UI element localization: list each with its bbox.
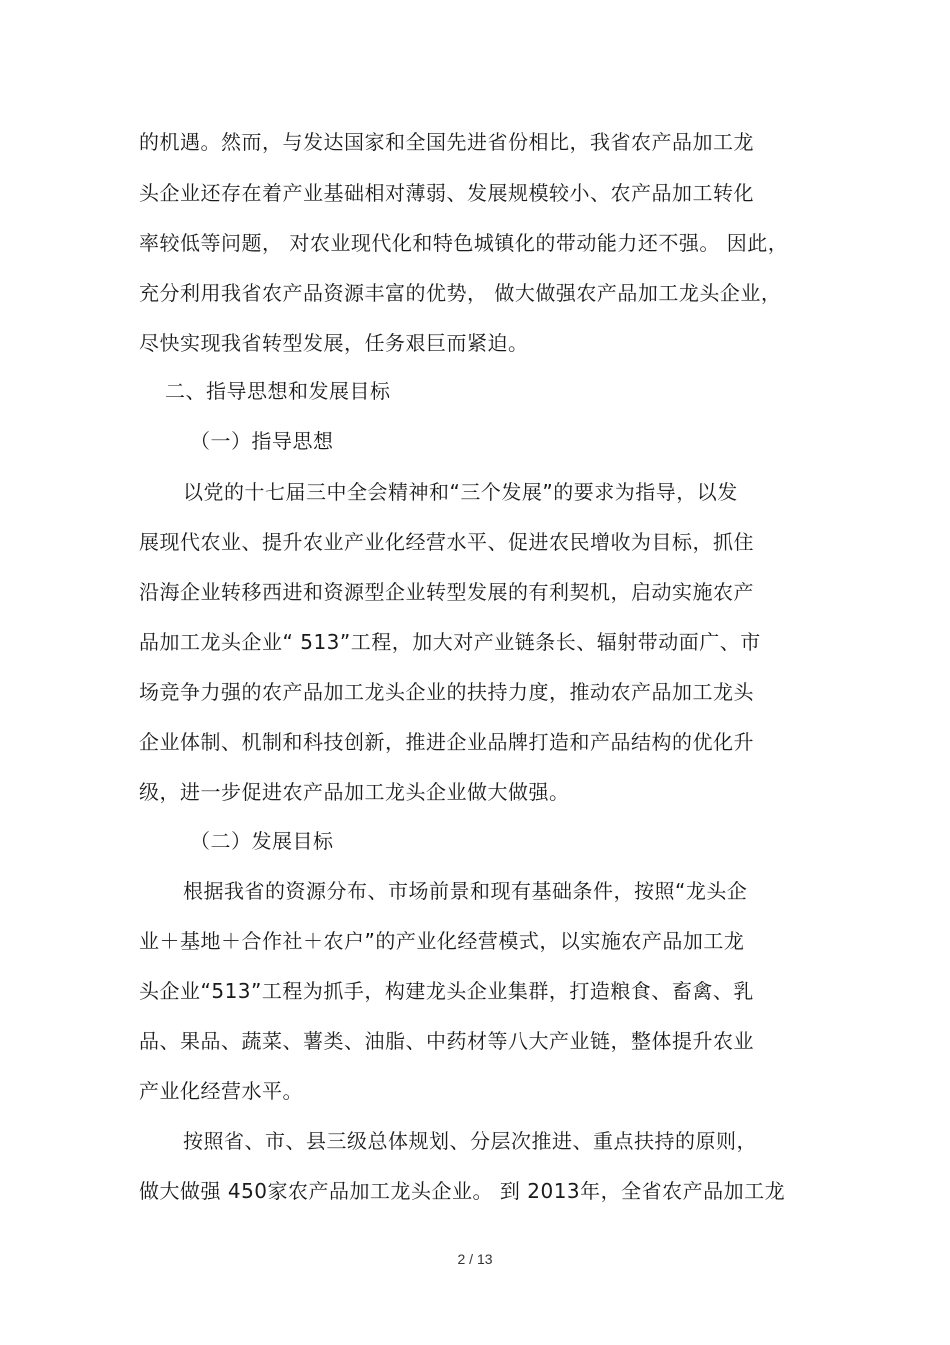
paragraph-1-line-2: 头企业还存在着产业基础相对薄弱、发展规模较小、农产品加工转化: [139, 181, 754, 205]
paragraph-3-line-1: 根据我省的资源分布、市场前景和现有基础条件，按照“龙头企: [183, 879, 748, 903]
paragraph-2-line-2: 展现代农业、提升农业产业化经营水平、促进农民增收为目标，抓住: [139, 530, 754, 554]
paragraph-3-line-4: 品、果品、蔬菜、薯类、油脂、中药材等八大产业链，整体提升农业: [139, 1029, 754, 1053]
section-heading: 二、指导思想和发展目标: [165, 379, 391, 403]
paragraph-2-line-5: 场竞争力强的农产品加工龙头企业的扶持力度，推动农产品加工龙头: [139, 680, 754, 704]
paragraph-2-line-7: 级，进一步促进农产品加工龙头企业做大做强。: [139, 780, 570, 804]
paragraph-3-line-3: 头企业“513”工程为抓手，构建龙头企业集群，打造粮食、畜禽、乳: [139, 979, 754, 1003]
subsection-heading-1: （一）指导思想: [190, 429, 334, 453]
paragraph-1-line-3: 率较低等问题， 对农业现代化和特色城镇化的带动能力还不强。 因此，: [139, 231, 789, 255]
paragraph-1-line-4: 充分利用我省农产品资源丰富的优势， 做大做强农产品加工龙头企业，: [139, 281, 782, 305]
paragraph-2-line-4: 品加工龙头企业“ 513”工程，加大对产业链条长、辐射带动面广、市: [139, 630, 761, 654]
page-number: 2 / 13: [457, 1251, 493, 1267]
paragraph-2-line-3: 沿海企业转移西进和资源型企业转型发展的有利契机，启动实施农产: [139, 580, 754, 604]
paragraph-4-line-2: 做大做强 450家农产品加工龙头企业。 到 2013年，全省农产品加工龙: [139, 1179, 786, 1203]
paragraph-3-line-5: 产业化经营水平。: [139, 1079, 303, 1103]
paragraph-1-line-1: 的机遇。然而，与发达国家和全国先进省份相比，我省农产品加工龙: [139, 130, 754, 154]
paragraph-4-line-1: 按照省、市、县三级总体规划、分层次推进、重点扶持的原则，: [183, 1129, 757, 1153]
paragraph-2-line-6: 企业体制、机制和科技创新，推进企业品牌打造和产品结构的优化升: [139, 730, 754, 754]
paragraph-2-line-1: 以党的十七届三中全会精神和“三个发展”的要求为指导，以发: [183, 480, 738, 504]
subsection-heading-2: （二）发展目标: [190, 829, 334, 853]
paragraph-3-line-2: 业＋基地＋合作社＋农户”的产业化经营模式，以实施农产品加工龙: [139, 929, 745, 953]
paragraph-1-line-5: 尽快实现我省转型发展，任务艰巨而紧迫。: [139, 331, 529, 355]
